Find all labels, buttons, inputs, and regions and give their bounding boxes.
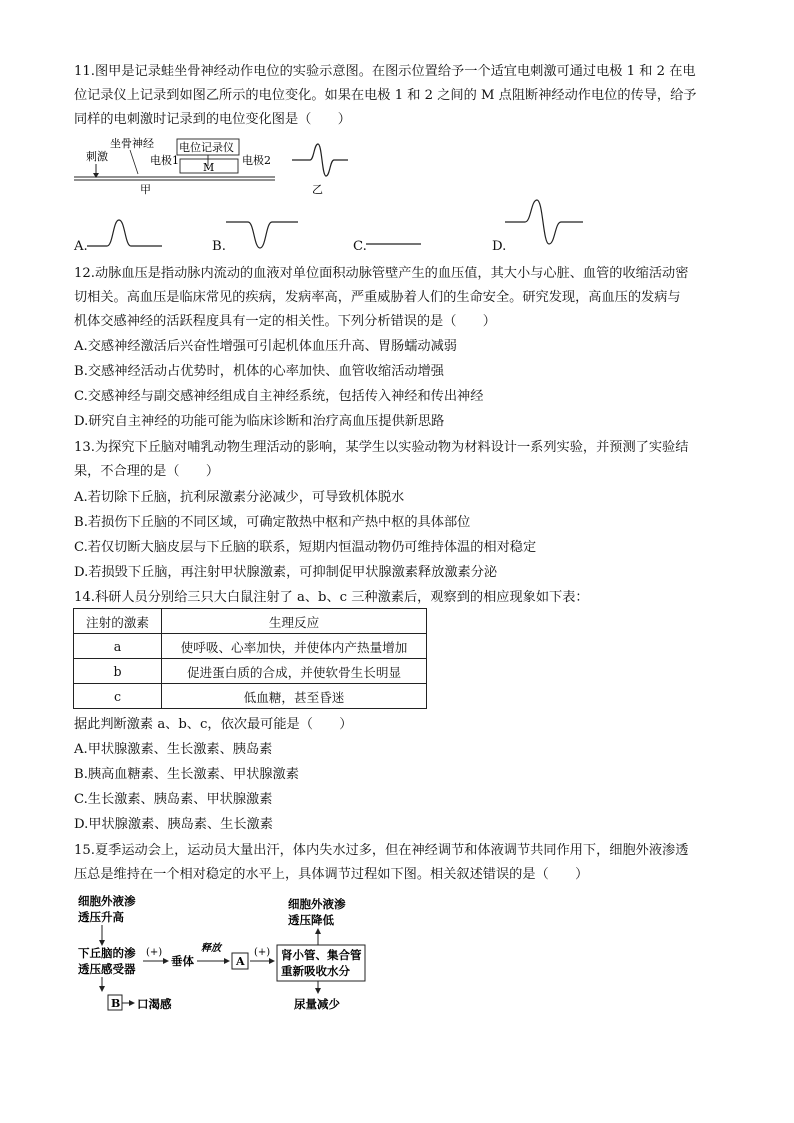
q13-option-d: D.若损毁下丘脑，再注射甲状腺激素，可抑制促甲状腺激素释放激素分泌	[74, 565, 498, 580]
table-row	[74, 684, 427, 709]
table-cell: b	[74, 659, 162, 684]
label-yi: 乙	[312, 183, 323, 196]
q12-option-c: C.交感神经与副交感神经组成自主神经系统，包括传入神经和传出神经	[74, 389, 484, 404]
q14-option-a: A.甲状腺激素、生长激素、胰岛素	[74, 742, 273, 757]
q13-option-b: B.若损伤下丘脑的不同区域，可确定散热中枢和产热中枢的具体部位	[74, 515, 471, 530]
q11-option-d: D.	[492, 239, 507, 254]
q11-option-b: B.	[212, 239, 226, 254]
q11-line-3: 同样的电刺激时记录到的电位变化图是（ ）	[74, 112, 351, 127]
table-header-row	[74, 609, 427, 634]
electrode-1-label: 电极1	[150, 154, 179, 167]
q14-line-2: 据此判断激素 a、b、c，依次最可能是（ ）	[74, 717, 353, 732]
q11-line-2: 位记录仪上记录到如图乙所示的电位变化。如果在电极 1 和 2 之间的 M 点阻断神经动作电位的传导，给予	[74, 88, 697, 103]
q15-flow-diagram	[74, 893, 384, 1015]
q11-option-a: A.	[74, 239, 88, 254]
table-cell: 低血糖，甚至昏迷	[162, 684, 427, 709]
q11-waveform-a	[87, 216, 165, 250]
q13-line-2: 果，不合理的是（ ）	[74, 464, 220, 479]
q14-option-b: B.胰高血糖素、生长激素、甲状腺激素	[74, 767, 299, 782]
stim-label: 刺激	[86, 150, 108, 163]
table-cell: c	[74, 684, 162, 709]
flow-plus-2: (+)	[254, 947, 271, 958]
flow-kidney-1: 肾小管、集合管	[281, 948, 362, 962]
flow-pituitary: 垂体	[171, 954, 194, 968]
q13-option-c: C.若仅切断大脑皮层与下丘脑的联系，短期内恒温动物仍可维持体温的相对稳定	[74, 540, 537, 555]
flow-box-b-label: B	[111, 997, 121, 1010]
table-cell: 促进蛋白质的合成，并使软骨生长明显	[162, 659, 427, 684]
flow-urine: 尿量减少	[294, 997, 340, 1011]
q11-figure-jia-yi	[70, 136, 360, 198]
flow-release: 释放	[201, 943, 221, 954]
q12-option-a: A.交感神经激活后兴奋性增强可引起机体血压升高、胃肠蠕动减弱	[74, 339, 457, 354]
label-jia: 甲	[140, 183, 151, 196]
flow-start-1: 细胞外液渗	[78, 894, 136, 908]
flow-receptor-1: 下丘脑的渗	[78, 946, 136, 960]
table-cell: 使呼吸、心率加快，并使体内产热量增加	[162, 634, 427, 659]
waveform-yi	[292, 144, 348, 176]
q11-waveform-b	[226, 216, 302, 252]
flow-receptor-2: 透压感受器	[78, 962, 136, 976]
q14-option-c: C.生长激素、胰岛素、甲状腺激素	[74, 792, 273, 807]
flow-thirst: 口渴感	[137, 997, 172, 1011]
q11-line-1: 11.图甲是记录蛙坐骨神经动作电位的实验示意图。在图示位置给予一个适宜电刺激可通过电极 1 和 2 在电	[74, 64, 696, 79]
q13-line-1: 13.为探究下丘脑对哺乳动物生理活动的影响，某学生以实验动物为材料设计一系列实验，并预测了实验结	[74, 440, 689, 455]
q15-line-2: 压总是维持在一个相对稳定的水平上，具体调节过程如下图。相关叙述错误的是（ ）	[74, 867, 589, 882]
flow-plus-1: (+)	[146, 947, 163, 958]
q11-waveform-c	[366, 236, 424, 250]
table-row	[74, 634, 427, 659]
table-header: 注射的激素	[74, 609, 162, 634]
recorder-label: 电位记录仪	[179, 141, 234, 154]
q14-option-d: D.甲状腺激素、胰岛素、生长激素	[74, 817, 273, 832]
flow-kidney-2: 重新吸收水分	[281, 964, 350, 978]
q13-option-a: A.若切除下丘脑，抗利尿激素分泌减少，可导致机体脱水	[74, 490, 405, 505]
nerve-label: 坐骨神经	[110, 137, 154, 150]
flow-start-2: 透压升高	[78, 910, 124, 924]
flow-result-1: 细胞外液渗	[288, 897, 346, 911]
q11-option-c: C.	[353, 239, 367, 254]
flow-result-2: 透压降低	[288, 913, 334, 927]
electrode-2-label: 电极2	[242, 154, 271, 167]
point-m-label: M	[203, 161, 215, 174]
q15-line-1: 15.夏季运动会上，运动员大量出汗，体内失水过多，但在神经调节和体液调节共同作用下，细胞外液渗透	[74, 843, 689, 858]
flow-box-a-label: A	[236, 955, 245, 968]
q12-line-2: 切相关。高血压是临床常见的疾病，发病率高，严重威胁着人们的生命安全。研究发现，高血压的发病与	[74, 290, 681, 305]
table-header: 生理反应	[162, 609, 427, 634]
q14-line-1: 14.科研人员分别给三只大白鼠注射了 a、b、c 三种激素后，观察到的相应现象如下表：	[74, 590, 589, 605]
q12-line-3: 机体交感神经的活跃程度具有一定的相关性。下列分析错误的是（ ）	[74, 314, 496, 329]
q12-option-b: B.交感神经活动占优势时，机体的心率加快、血管收缩活动增强	[74, 364, 444, 379]
table-cell: a	[74, 634, 162, 659]
q12-option-d: D.研究自主神经的功能可能为临床诊断和治疗高血压提供新思路	[74, 414, 445, 429]
hormone-table	[73, 608, 427, 709]
table-row	[74, 659, 427, 684]
q11-waveform-d	[505, 196, 585, 248]
q12-line-1: 12.动脉血压是指动脉内流动的血液对单位面积动脉管壁产生的血压值，其大小与心脏、血管的收缩活动密	[74, 266, 689, 281]
